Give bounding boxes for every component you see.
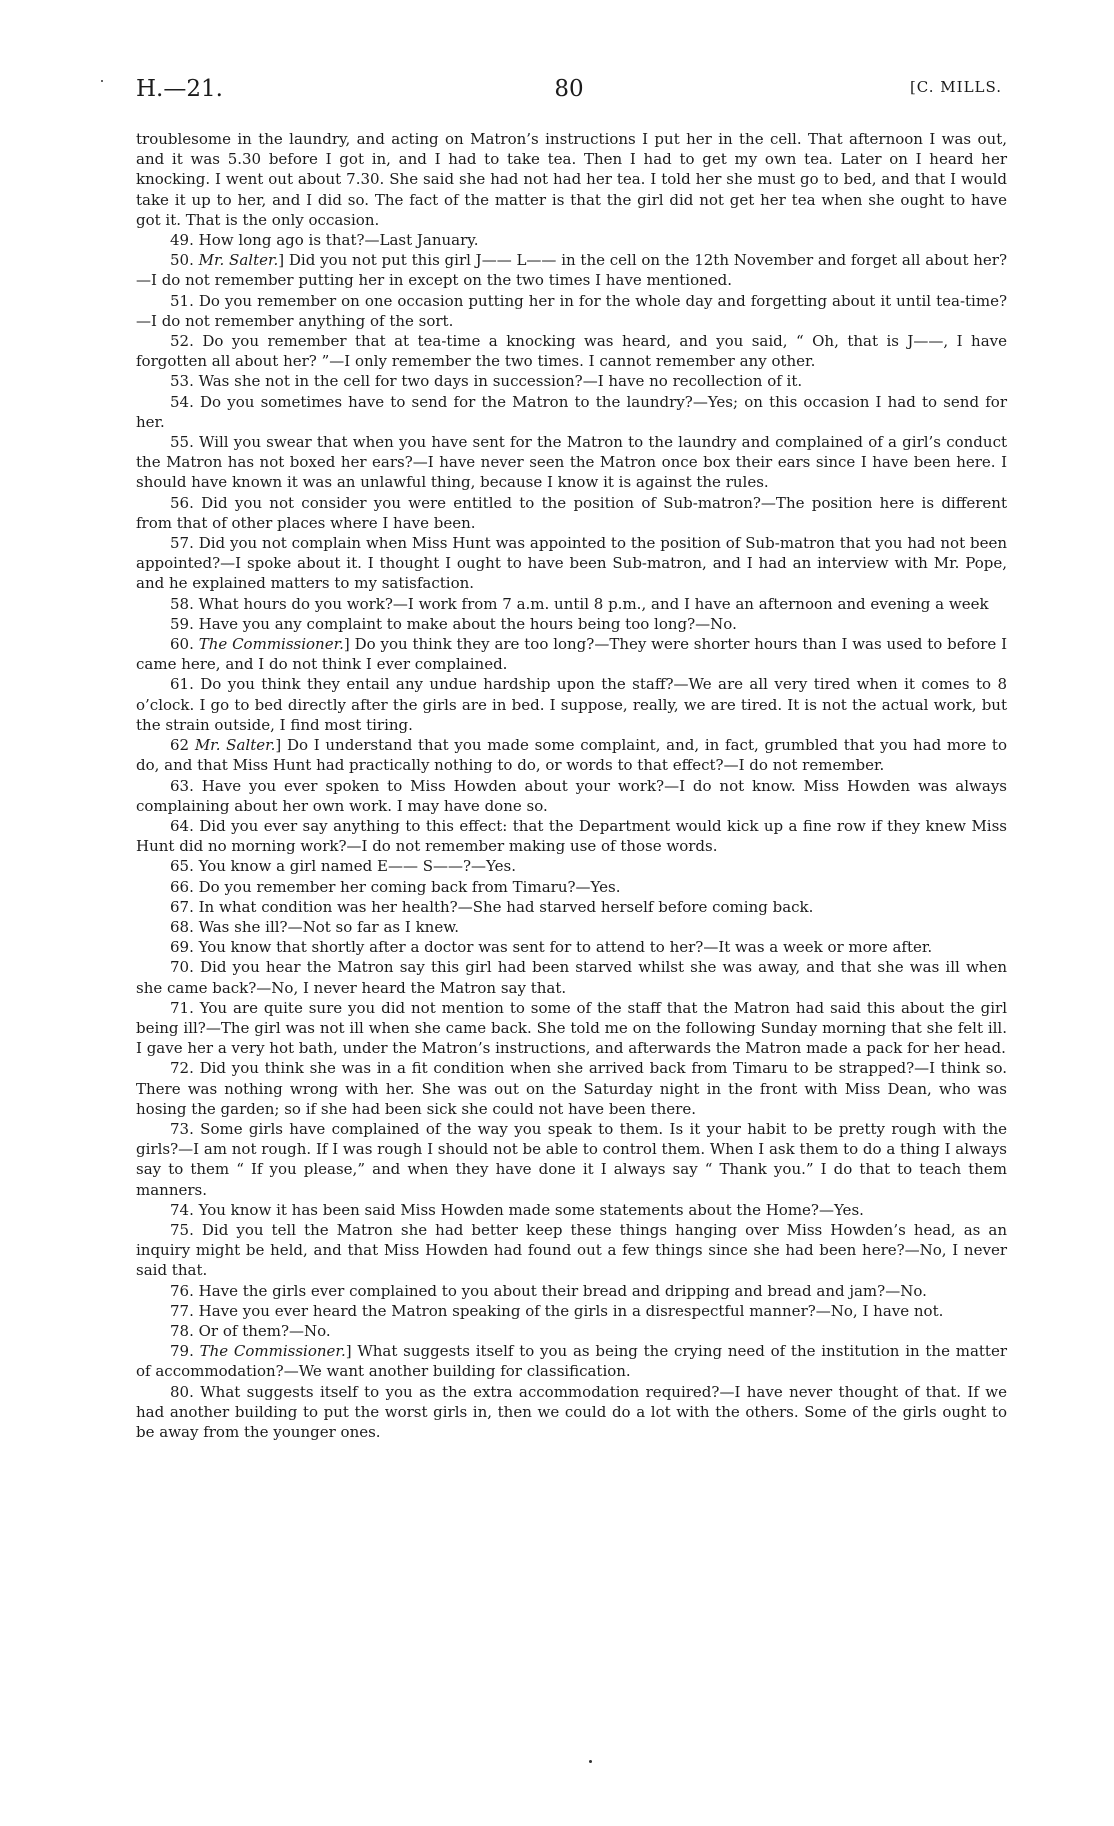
speaker-name: Mr. Salter. bbox=[194, 736, 276, 755]
witness-name: [C. MILLS. bbox=[909, 78, 1002, 96]
testimony-question: 53. Was she not in the cell for two days in succession?—I have no recollection of it. bbox=[170, 372, 803, 391]
testimony-question: 59. Have you any complaint to make about the hours being too long?—No. bbox=[170, 614, 737, 633]
testimony-question: 71. You are quite sure you did not mention to some of the staff that the Matron had said this about the girl being ill?—The girl was not ill when she came back. She told me on the following Sunday morning that she felt ill. I gave her a very hot bath, under the Matron’s instructions, and afterwards the Matron made a pack for her head. bbox=[136, 998, 1007, 1058]
question-number: 62 bbox=[170, 736, 195, 755]
testimony-question: 70. Did you hear the Matron say this girl had been starved whilst she was away, and that she was ill when she came back?—No, I never heard the Matron say that. bbox=[136, 958, 1007, 997]
testimony-question: 72. Did you think she was in a fit condition when she arrived back from Timaru to be strapped?—I think so. There was nothing wrong with her. She was out on the Saturday night in the front with Miss Dean, who was hosing the garden; so if she had been sick she could not have been there. bbox=[136, 1059, 1007, 1118]
testimony-body bbox=[136, 129, 1007, 1442]
paragraph-text: ] Do I understand that you made some complaint, and, in fact, grumbled that you had more to do, and that Miss Hunt had practically nothing to do, or words to that effect?—I do not remember. bbox=[136, 736, 1007, 775]
page-number: 80 bbox=[554, 76, 584, 102]
testimony-question: 73. Some girls have complained of the way you speak to them. Is it your habit to be pretty rough with the girls?—I am not rough. If I was rough I should not be able to control them. When I ask them to do a thing I always say to them “ If you please,” and when they have done it I always say “ Thank you.” I do that to teach them manners. bbox=[136, 1119, 1007, 1199]
speaker-name: The Commissioner. bbox=[199, 1342, 346, 1361]
testimony-question: 74. You know it has been said Miss Howden made some statements about the Home?—Yes. bbox=[170, 1200, 864, 1219]
paragraph-continued: troublesome in the laundry, and acting on Matron’s instructions I put her in the cell. That afternoon I was out, and it was 5.30 before I got in, and I had to take tea. Then I had to get my own tea. Later on I heard her knocking. I went out about 7.30. She said she had not had her tea. I told her she must go to bed, and that I would take it up to her, and I did so. The fact of the matter is that the girl did not get her tea when she ought to have got it. That is the only occasion. bbox=[136, 130, 1007, 229]
testimony-question: 77. Have you ever heard the Matron speaking of the girls in a disrespectful manner?—No, I have not. bbox=[170, 1301, 944, 1320]
question-number: 79. bbox=[170, 1342, 200, 1361]
page-header bbox=[136, 76, 1002, 106]
testimony-question: 65. You know a girl named E—— S——?—Yes. bbox=[170, 857, 516, 876]
testimony-question: 52. Do you remember that at tea-time a knocking was heard, and you said, “ Oh, that is J——, I have forgotten all about her? ”—I only remember the two times. I cannot remember any other. bbox=[136, 332, 1007, 371]
testimony-question: 69. You know that shortly after a doctor was sent for to attend to her?—It was a week or more after. bbox=[170, 938, 933, 957]
speaker-name: The Commissioner. bbox=[198, 635, 344, 654]
testimony-question: 80. What suggests itself to you as the extra accommodation required?—I have never thought of that. If we had another building to put the worst girls in, then we could do a lot with the others. Some of the girls ought to be away from the younger ones. bbox=[136, 1382, 1007, 1441]
question-number: 50. bbox=[170, 251, 199, 270]
question-number: 60. bbox=[170, 635, 199, 654]
testimony-question: 54. Do you sometimes have to send for the Matron to the laundry?—Yes; on this occasion I had to send for her. bbox=[136, 392, 1007, 431]
testimony-question: 56. Did you not consider you were entitled to the position of Sub-matron?—The position here is different from that of other places where I have been. bbox=[136, 493, 1007, 532]
testimony-question: 57. Did you not complain when Miss Hunt was appointed to the position of Sub-matron that you had not been appointed?—I spoke about it. I thought I ought to have been Sub-matron, and I had an interview with Mr. Pope, and he explained matters to my satisfaction. bbox=[136, 534, 1007, 593]
testimony-question: 63. Have you ever spoken to Miss Howden about your work?—I do not know. Miss Howden was always complaining about her own work. I may have done so. bbox=[136, 776, 1007, 815]
testimony-question bbox=[136, 634, 1007, 674]
paragraph-text: ] What suggests itself to you as being the crying need of the institution in the matter of accommodation?—We want another building for classification. bbox=[136, 1342, 1007, 1381]
stray-mark bbox=[589, 1760, 592, 1763]
testimony-question: 64. Did you ever say anything to this effect: that the Department would kick up a fine row if they knew Miss Hunt did no morning work?—I do not remember making use of those words. bbox=[136, 816, 1007, 856]
paragraph-text: ] Do you think they are too long?—They were shorter hours than I was used to before I came here, and I do not think I ever complained. bbox=[136, 635, 1007, 674]
testimony-question: 75. Did you tell the Matron she had better keep these things hanging over Miss Howden’s head, as an inquiry might be held, and that Miss Howden had found out a few things since she had been here?—No, I never said that. bbox=[136, 1220, 1007, 1280]
testimony-question: 67. In what condition was her health?—She had starved herself before coming back. bbox=[170, 897, 814, 916]
paragraph-text: ] Did you not put this girl J—— L—— in the cell on the 12th November and forget all about her?—I do not remember putting her in except on the two times I have mentioned. bbox=[136, 251, 1008, 290]
testimony-question: 68. Was she ill?—Not so far as I knew. bbox=[170, 917, 460, 936]
testimony-question: 49. How long ago is that?—Last January. bbox=[170, 231, 479, 250]
testimony-question: 55. Will you swear that when you have sent for the Matron to the laundry and complained of a girl’s conduct the Matron has not boxed her ears?—I have never seen the Matron once box their ears since I have been here. I should have known it was an unlawful thing, because I know it is against the rules. bbox=[136, 433, 1007, 492]
document-reference: H.—21. bbox=[136, 76, 223, 102]
testimony-question bbox=[136, 1341, 1007, 1381]
speaker-name: Mr. Salter. bbox=[198, 251, 279, 270]
testimony-question: 78. Or of them?—No. bbox=[170, 1321, 331, 1340]
testimony-question: 61. Do you think they entail any undue hardship upon the staff?—We are all very tired when it comes to 8 o’clock. I go to bed directly after the girls are in bed. I suppose, really, we are tired. It is not the actual work, but the strain outside, I find most tiring. bbox=[136, 675, 1007, 734]
testimony-question: 51. Do you remember on one occasion putting her in for the whole day and forgetting about it until tea-time?—I do not remember anything of the sort. bbox=[136, 291, 1007, 330]
testimony-question bbox=[136, 735, 1007, 775]
testimony-question: 66. Do you remember her coming back from Timaru?—Yes. bbox=[170, 877, 621, 896]
testimony-question: 76. Have the girls ever complained to you about their bread and dripping and bread and jam?—No. bbox=[170, 1281, 927, 1300]
testimony-question bbox=[136, 250, 1007, 290]
testimony-question: 58. What hours do you work?—I work from 7 a.m. until 8 p.m., and I have an afternoon and evening a week bbox=[170, 594, 989, 613]
stray-mark bbox=[101, 80, 103, 82]
